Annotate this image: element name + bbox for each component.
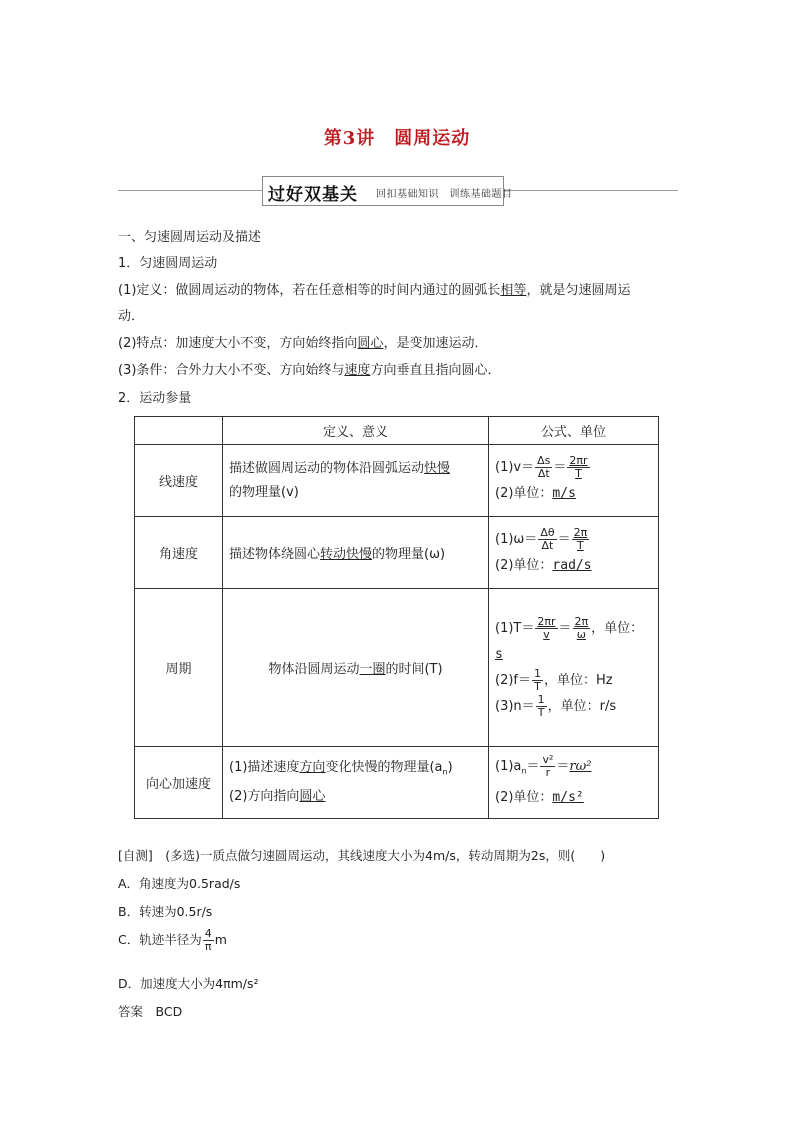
question-stem: [自测] (多选)一质点做匀速圆周运动，其线速度大小为4m/s，转动周期为2s，则( ): [118, 848, 606, 863]
banner-subtitle: 回扣基础知识 训练基础题目: [376, 189, 513, 200]
fraction: $\frac{\Delta\theta}{\Delta t}$: [540, 525, 555, 552]
divider-right: [502, 190, 678, 191]
banner-title: 过好双基关: [268, 185, 358, 205]
formula-line: (1)v＝ $\frac{\Delta s}{\Delta t}$ ＝ $\frac{2\pi r}{T}$: [495, 453, 588, 480]
param-definition: 物体沿圆周运动一圈的时间(T): [223, 589, 489, 747]
definition-paragraph: (1)定义：做圆周运动的物体，若在任意相等的时间内通过的圆弧长相等，就是匀速圆周运: [118, 283, 631, 298]
option-d: D．加速度大小为4πm/s²: [118, 976, 259, 991]
table-row: [135, 589, 659, 747]
item-heading-1: 1．匀速圆周运动: [118, 256, 218, 271]
param-name: 向心加速度: [135, 747, 223, 819]
fraction: $\frac{\text{v²}}{r}$: [542, 753, 554, 780]
formula-line: $(1)a_n=$ $\frac{\text{v²}}{r}$ ＝rω²: [495, 753, 592, 780]
param-formula: [489, 445, 659, 517]
answer-blank: 速度: [344, 363, 371, 378]
option-c: C．轨迹半径为 $\frac{4}{\pi}$ m: [118, 927, 227, 953]
table-header: [135, 417, 223, 445]
feature-paragraph: (2)特点：加速度大小不变，方向始终指向圆心，是变加速运动．: [118, 336, 488, 351]
item-heading-2: 2．运动参量: [118, 391, 192, 406]
formula-line: (1)ω＝ $\frac{\Delta\theta}{\Delta t}$ ＝ $\frac{2\pi}{T}$: [495, 525, 588, 552]
param-definition: (1)描述速度方向变化快慢的物理量$(a_n)$ (2)方向指向圆心: [223, 747, 489, 819]
table-header-row: [135, 417, 659, 445]
table-row: [135, 747, 659, 819]
motion-parameters-table: [134, 416, 659, 819]
param-name: 角速度: [135, 517, 223, 589]
unit-line: (2)单位：rad/s: [495, 557, 592, 573]
param-name: 线速度: [135, 445, 223, 517]
table-header: 公式、单位: [489, 417, 659, 445]
option-b: B．转速为0.5r/s: [118, 904, 213, 919]
fraction: $\frac{4}{\pi}$: [204, 927, 212, 953]
answer-blank: 相等: [500, 283, 527, 298]
param-definition: 描述物体绕圆心转动快慢的物理量(ω): [223, 517, 489, 589]
formula-line: (3)n＝ $\frac{1}{T}$ ，单位：r/s: [495, 692, 617, 719]
table-header: 定义、意义: [223, 417, 489, 445]
condition-paragraph: (3)条件：合外力大小不变、方向始终与速度方向垂直且指向圆心．: [118, 363, 501, 378]
param-name: 周期: [135, 589, 223, 747]
param-definition: 描述做圆周运动的物体沿圆弧运动快慢 的物理量(v): [223, 445, 489, 517]
formula-line: (2)f＝ $\frac{1}{T}$ ，单位：Hz: [495, 666, 613, 693]
divider-left: [118, 190, 262, 191]
unit-line: (2)单位：m/s: [495, 485, 576, 501]
unit-line: (2)单位：m/s²: [495, 789, 584, 805]
fraction: $\frac{2\pi r}{T}$: [569, 453, 588, 480]
section-heading: 一、匀速圆周运动及描述: [118, 230, 262, 245]
param-formula: [489, 589, 659, 747]
table-row: [135, 445, 659, 517]
param-formula: [489, 747, 659, 819]
unit-line: s: [495, 646, 503, 662]
fraction: $\frac{2\pi r}{v}$: [537, 614, 556, 641]
fraction: $\frac{1}{T}$: [537, 692, 545, 719]
page-title: 第3讲 圆周运动: [323, 128, 471, 149]
answer-blank: 圆心: [357, 336, 384, 351]
param-formula: [489, 517, 659, 589]
fraction: $\frac{2\pi}{T}$: [573, 525, 588, 552]
fraction: $\frac{1}{T}$: [534, 666, 541, 693]
answer-line: 答案 BCD: [118, 1004, 183, 1019]
fraction: $\frac{\Delta s}{\Delta t}$: [537, 453, 551, 480]
table-row: [135, 517, 659, 589]
fraction: $\frac{2\pi}{\omega}$: [574, 614, 589, 641]
option-a: A．角速度为0.5rad/s: [118, 876, 241, 891]
formula-line: (1)T＝ $\frac{2\pi r}{v}$ ＝ $\frac{2\pi}{\omega}$ ，单位：: [495, 614, 644, 641]
definition-paragraph-cont: 动．: [118, 309, 145, 324]
